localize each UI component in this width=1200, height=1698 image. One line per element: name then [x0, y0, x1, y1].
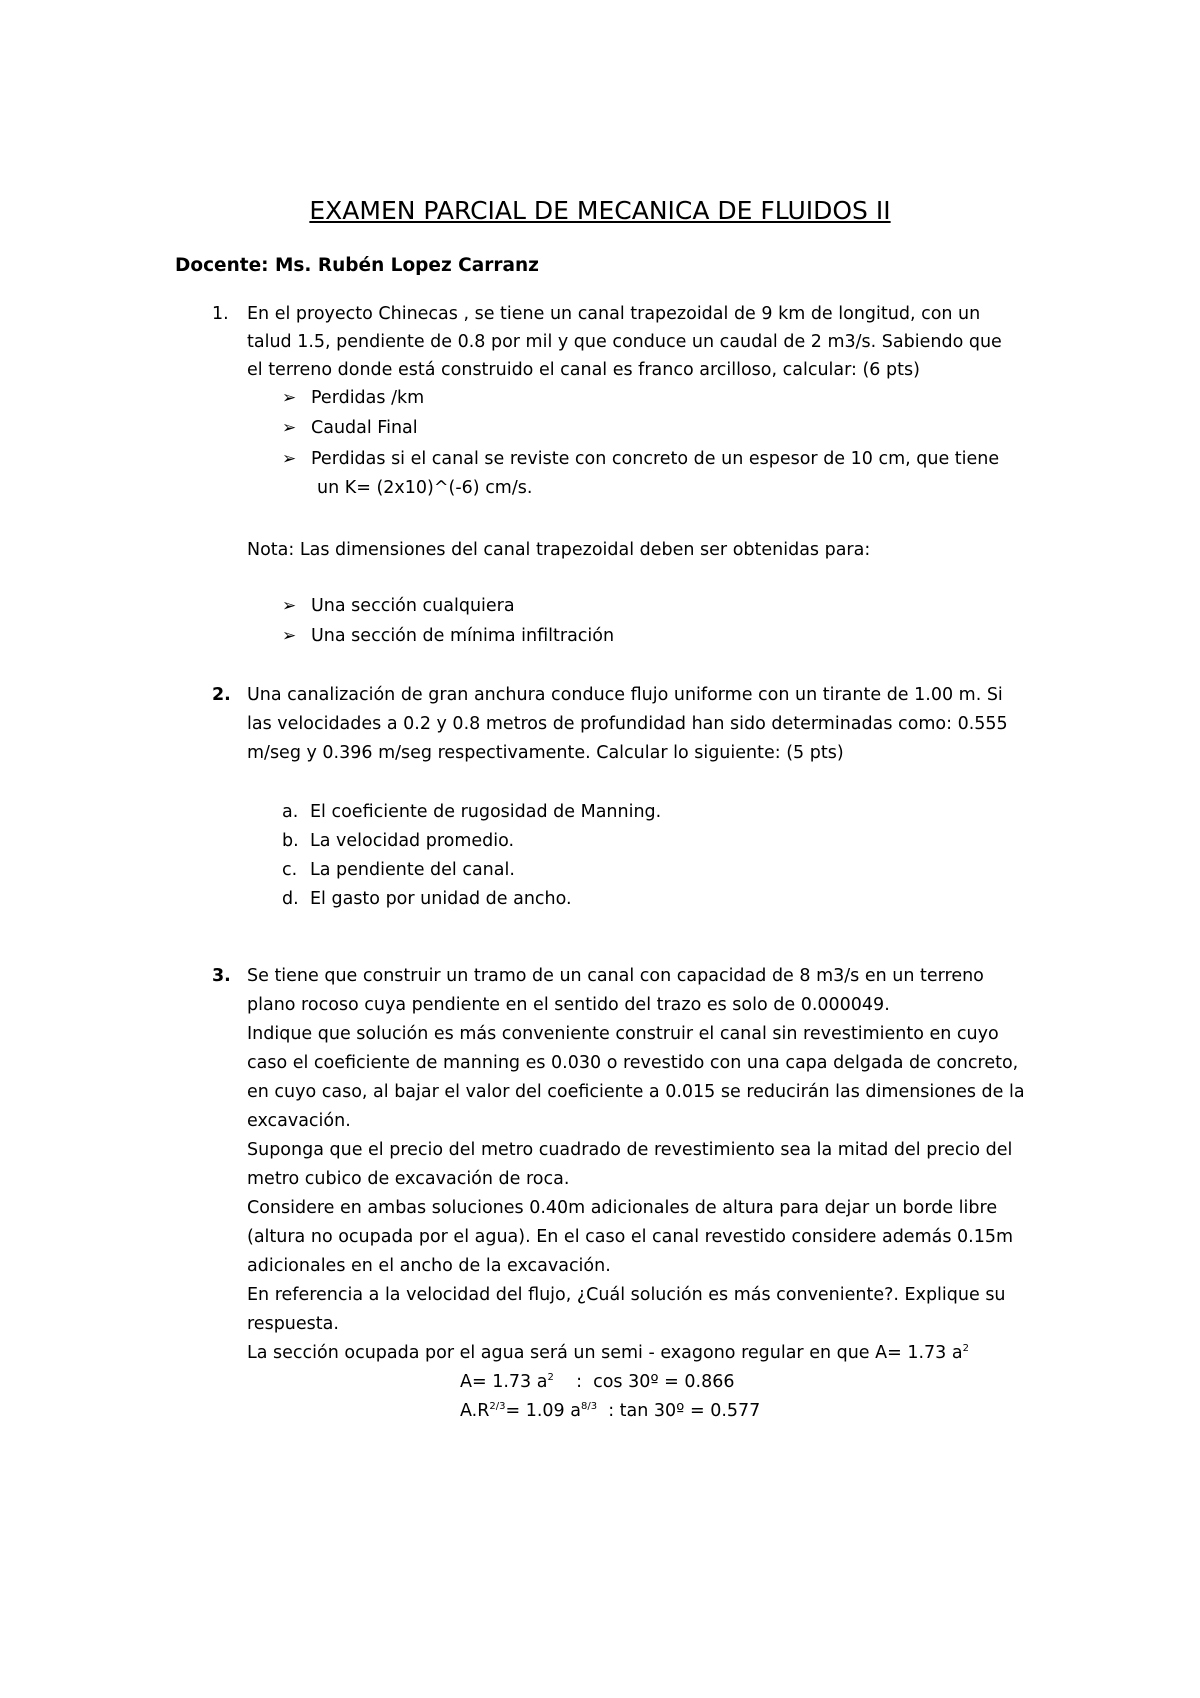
q2-line-3: m/seg y 0.396 m/seg respectivamente. Calcular lo siguiente: (5 pts) [247, 743, 844, 763]
q2-item-d: El gasto por unidad de ancho. [310, 889, 572, 909]
q3-f2-mid: = 1.09 a [505, 1401, 581, 1421]
q1-line-1: En el proyecto Chinecas , se tiene un canal trapezoidal de 9 km de longitud, con un [247, 304, 981, 324]
q1-number: 1. [212, 304, 229, 324]
q3-line-4: caso el coeficiente de manning es 0.030 o revestido con una capa delgada de concreto, [247, 1053, 1019, 1073]
arrow-bullet-icon: ➢ [282, 596, 297, 616]
q3-f2-exponent-2: 8/3 [580, 1401, 598, 1413]
q3-line-8: metro cubico de excavación de roca. [247, 1169, 570, 1189]
q3-line-9: Considere en ambas soluciones 0.40m adicionales de altura para dejar un borde libre [247, 1198, 998, 1218]
q1-nota-bullet-2: Una sección de mínima infiltración [311, 626, 615, 646]
q3-formula-2 [460, 1398, 760, 1424]
q3-f2-exponent-1: 2/3 [489, 1401, 506, 1413]
q3-line-12: En referencia a la velocidad del flujo, ¿Cuál solución es más conveniente?. Explique su [247, 1285, 1006, 1305]
q2-item-b-marker: b. [282, 831, 299, 851]
arrow-bullet-icon: ➢ [282, 418, 297, 438]
q1-line-3: el terreno donde está construido el canal es franco arcilloso, calcular: (6 pts) [247, 360, 920, 380]
q2-item-c-marker: c. [282, 860, 298, 880]
q2-item-a: El coeficiente de rugosidad de Manning. [310, 802, 662, 822]
arrow-bullet-icon: ➢ [282, 449, 297, 469]
q3-formula-1 [460, 1369, 735, 1395]
q2-item-d-marker: d. [282, 889, 299, 909]
q2-number: 2. [212, 685, 231, 705]
q3-f1-exponent: 2 [547, 1372, 554, 1384]
q3-f2-pre: A.R [460, 1401, 490, 1421]
q3-line-7: Suponga que el precio del metro cuadrado de revestimiento sea la mitad del precio del [247, 1140, 1013, 1160]
arrow-bullet-icon: ➢ [282, 626, 297, 646]
q3-seccion-exponent: 2 [962, 1343, 969, 1355]
q1-bullet-3-cont: un K= (2x10)^(-6) cm/s. [317, 478, 533, 498]
arrow-bullet-icon: ➢ [282, 388, 297, 408]
q3-line-6: excavación. [247, 1111, 351, 1131]
q2-item-a-marker: a. [282, 802, 299, 822]
q3-line-11: adicionales en el ancho de la excavación. [247, 1256, 611, 1276]
exam-title: EXAMEN PARCIAL DE MECANICA DE FLUIDOS II [309, 196, 891, 225]
q3-line-3: Indique que solución es más conveniente construir el canal sin revestimiento en cuyo [247, 1024, 999, 1044]
q3-seccion-line [247, 1340, 969, 1366]
q3-line-5: en cuyo caso, al bajar el valor del coeficiente a 0.015 se reducirán las dimensiones de la [247, 1082, 1025, 1102]
q1-nota-bullet-1: Una sección cualquiera [311, 596, 515, 616]
q3-f1-post: : cos 30º = 0.866 [553, 1372, 735, 1392]
q3-line-1: Se tiene que construir un tramo de un canal con capacidad de 8 m3/s en un terreno [247, 966, 984, 986]
q3-seccion-text: La sección ocupada por el agua será un semi - exagono regular en que A= 1.73 a [247, 1343, 963, 1363]
q2-line-1: Una canalización de gran anchura conduce flujo uniforme con un tirante de 1.00 m. Si [247, 685, 1003, 705]
docente-line: Docente: Ms. Rubén Lopez Carranz [175, 255, 539, 276]
q1-bullet-3: Perdidas si el canal se reviste con concreto de un espesor de 10 cm, que tiene [311, 449, 1000, 469]
q2-line-2: las velocidades a 0.2 y 0.8 metros de profundidad han sido determinadas como: 0.555 [247, 714, 1008, 734]
q2-item-c: La pendiente del canal. [310, 860, 515, 880]
q3-line-2: plano rocoso cuya pendiente en el sentido del trazo es solo de 0.000049. [247, 995, 890, 1015]
q3-line-13: respuesta. [247, 1314, 339, 1334]
q3-number: 3. [212, 966, 231, 986]
q1-bullet-1: Perdidas /km [311, 388, 425, 408]
q3-line-10: (altura no ocupada por el agua). En el caso el canal revestido considere además 0.15m [247, 1227, 1014, 1247]
q2-item-b: La velocidad promedio. [310, 831, 515, 851]
q1-bullet-2: Caudal Final [311, 418, 418, 438]
q1-line-2: talud 1.5, pendiente de 0.8 por mil y que conduce un caudal de 2 m3/s. Sabiendo que [247, 332, 1002, 352]
q3-f2-post: : tan 30º = 0.577 [597, 1401, 761, 1421]
q1-nota: Nota: Las dimensiones del canal trapezoidal deben ser obtenidas para: [247, 540, 871, 560]
q3-f1-pre: A= 1.73 a [460, 1372, 548, 1392]
